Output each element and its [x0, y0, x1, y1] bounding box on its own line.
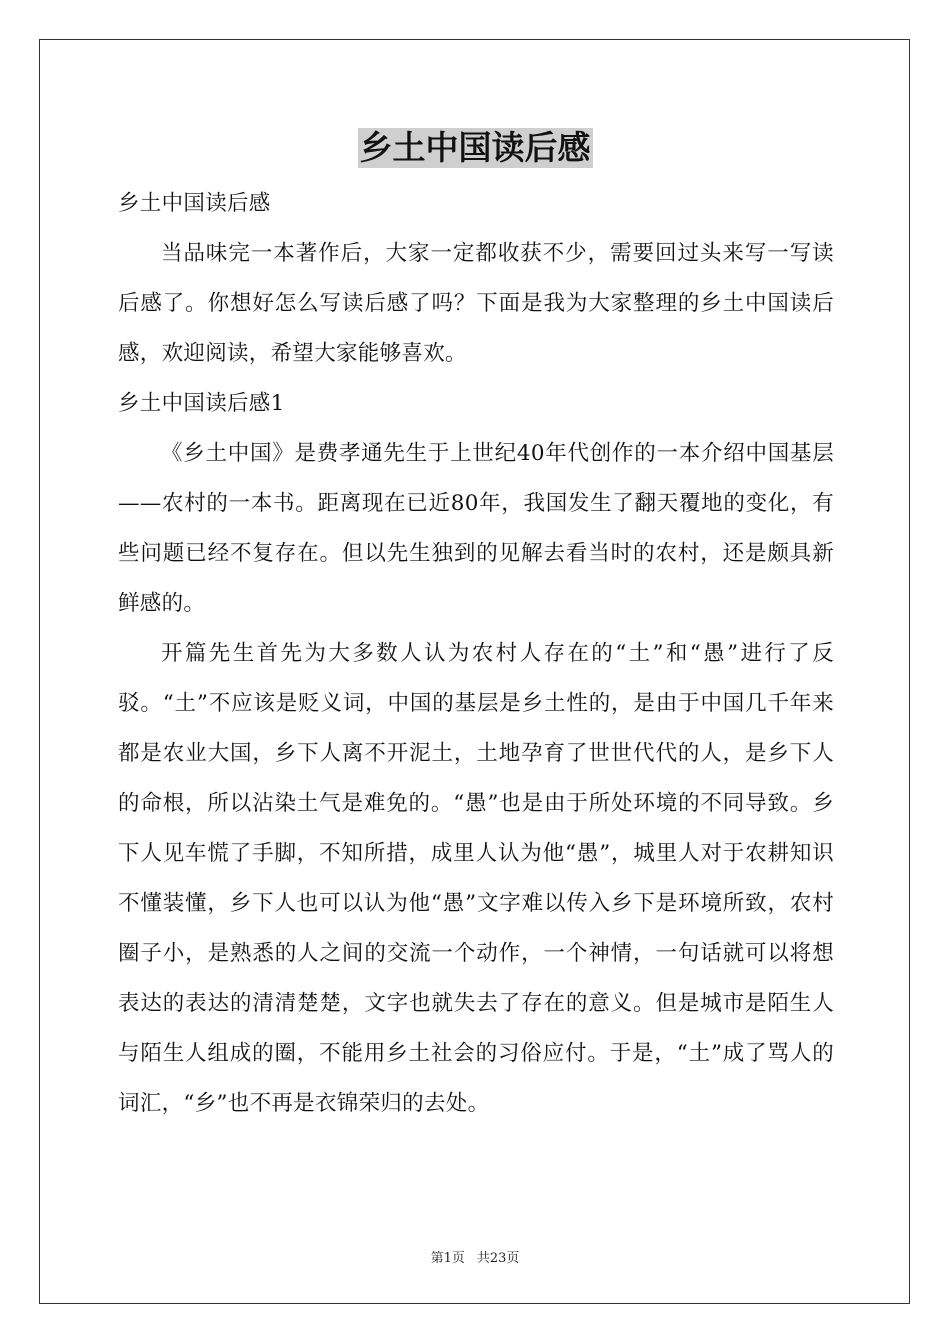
page-total: 共23页	[476, 1251, 520, 1266]
intro-paragraph: 当品味完一本著作后，大家一定都收获不少，需要回过头来写一写读后感了。你想好怎么写读后感了吗？下面是我为大家整理的乡土中国读后感，欢迎阅读，希望大家能够喜欢。	[118, 241, 834, 366]
body-paragraph: 《乡土中国》是费孝通先生于上世纪40年代创作的一本介绍中国基层——农村的一本书。距离现在已近80年，我国发生了翻天覆地的变化，有些问题已经不复存在。但以先生独到的见解去看当时的农村，还是颇具新鲜感的。	[118, 441, 834, 616]
body-paragraph: 开篇先生首先为大多数人认为农村人存在的“土”和“愚”进行了反驳。“土”不应该是贬义词，中国的基层是乡土性的，是由于中国几千年来都是农业大国，乡下人离不开泥土，土地孕育了世世代代的人，是乡下人的命根，所以沾染土气是难免的。“愚”也是由于所处环境的不同导致。乡下人见车慌了手脚，不知所措，成里人认为他“愚”，城里人对于农耕知识不懂装懂，乡下人也可以认为他“愚”文字难以传入乡下是环境所致，农村圈子小，是熟悉的人之间的交流一个动作，一个神情，一句话就可以将想表达的表达的清清楚楚，文字也就失去了存在的意义。但是城市是陌生人与陌生人组成的圈，不能用乡土社会的习俗应付。于是，“土”成了骂人的词汇，“乡”也不再是衣锦荣归的去处。	[118, 641, 834, 1116]
document-body	[118, 179, 834, 1129]
document-title: 乡土中国读后感	[359, 128, 591, 167]
page-footer	[0, 1247, 950, 1266]
section-heading-1: 乡土中国读后感1	[118, 391, 285, 416]
section-heading: 乡土中国读后感	[118, 191, 271, 216]
title-container	[0, 128, 950, 168]
page-number: 第1页	[430, 1251, 465, 1266]
